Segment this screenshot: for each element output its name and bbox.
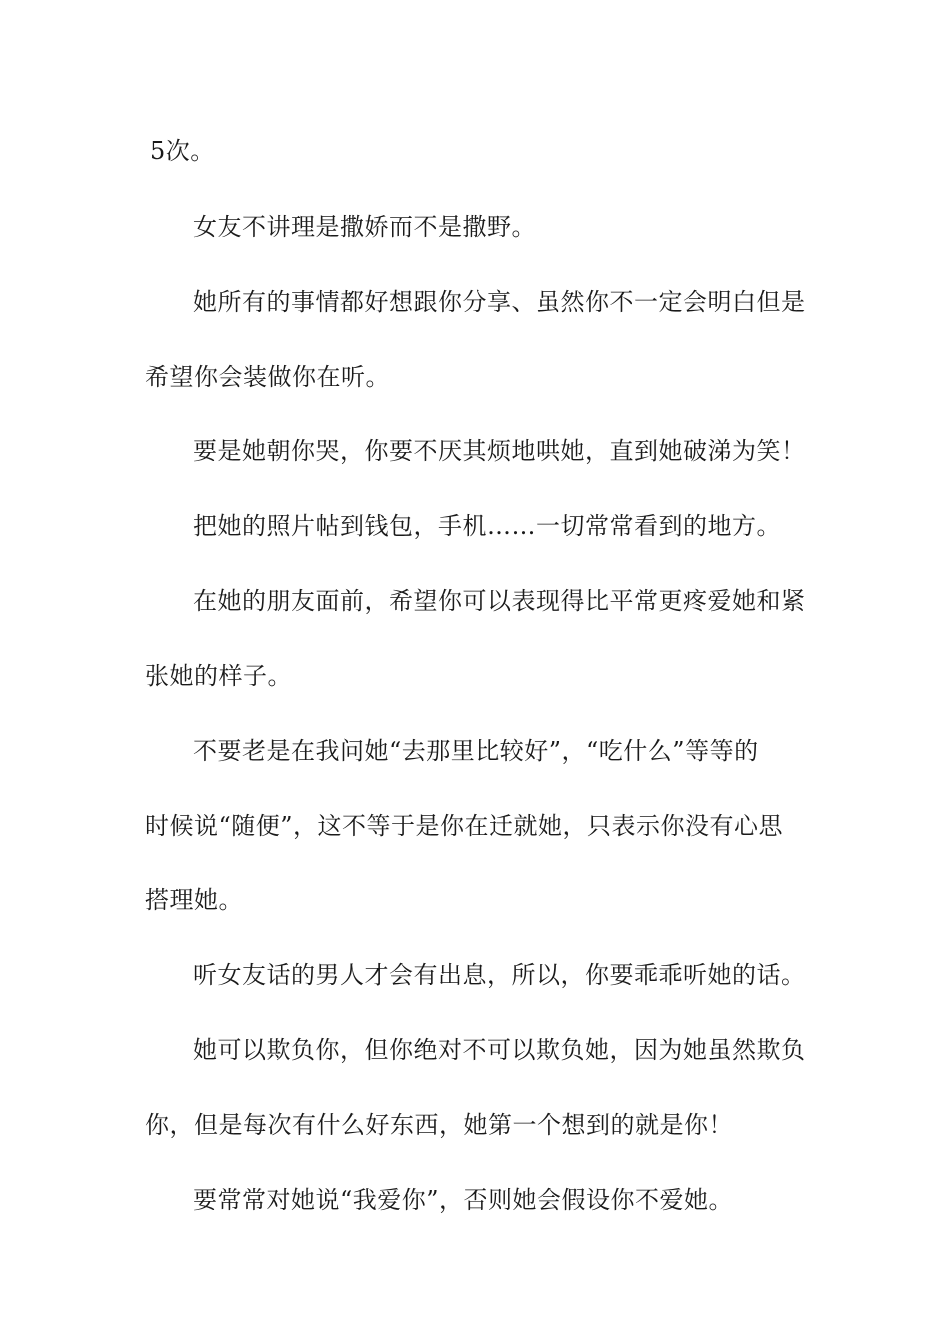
text-line-15: 要常常对她说“我爱你”，否则她会假设你不爱她。 xyxy=(193,1186,734,1214)
text-line-14: 你，但是每次有什么好东西，她第一个想到的就是你！ xyxy=(145,1111,733,1139)
text-line-6: 把她的照片帖到钱包，手机……一切常常看到的地方。 xyxy=(193,512,781,540)
text-line-5: 要是她朝你哭，你要不厌其烦地哄她，直到她破涕为笑！ xyxy=(193,437,806,465)
text-line-2: 女友不讲理是撒娇而不是撒野。 xyxy=(193,213,536,241)
text-line-1: 5次。 xyxy=(150,137,215,165)
text-line-11: 搭理她。 xyxy=(145,886,243,914)
text-line-7: 在她的朋友面前，希望你可以表现得比平常更疼爱她和紧 xyxy=(193,587,806,615)
text-line-3: 她所有的事情都好想跟你分享、虽然你不一定会明白但是 xyxy=(193,288,806,316)
text-line-10: 时候说“随便”，这不等于是你在迁就她，只表示你没有心思 xyxy=(145,812,784,840)
text-line-9: 不要老是在我问她“去那里比较好”，“吃什么”等等的 xyxy=(193,737,759,765)
text-line-4: 希望你会装做你在听。 xyxy=(145,363,390,391)
text-line-13: 她可以欺负你，但你绝对不可以欺负她，因为她虽然欺负 xyxy=(193,1036,806,1064)
text-line-12: 听女友话的男人才会有出息，所以，你要乖乖听她的话。 xyxy=(193,961,806,989)
text-line-8: 张她的样子。 xyxy=(145,662,292,690)
